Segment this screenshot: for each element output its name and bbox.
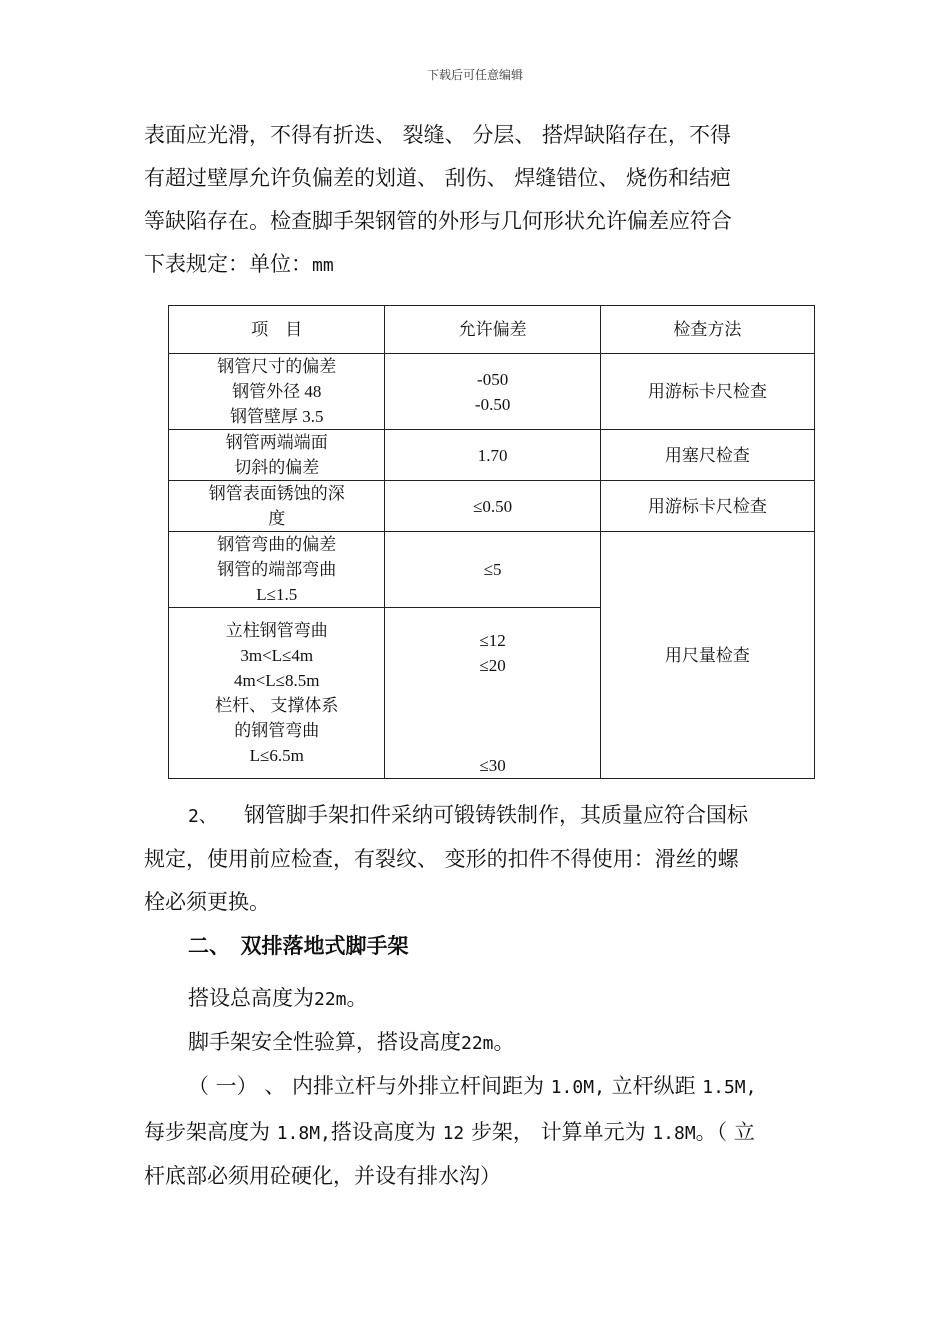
cell-tolerance [385, 354, 600, 430]
cell-text: ≤20 [479, 656, 506, 675]
paragraph-line: 栓必须更换。 [144, 890, 270, 914]
cell-item [169, 532, 385, 608]
paragraph-line: 规定，使用前应检查，有裂纹、 变形的扣件不得使用：滑丝的螺 [144, 847, 739, 871]
cell-item [169, 481, 385, 532]
table-row [169, 532, 815, 608]
cell-text: -0.50 [474, 394, 511, 414]
paragraph-text: 钢管脚手架扣件采纳可锻铸铁制作，其质量应符合国标 [244, 803, 748, 827]
text: 。 [493, 1030, 515, 1054]
cell-method: 用游标卡尺检查 [600, 481, 814, 532]
paragraph-line: 等缺陷存在。检查脚手架钢管的外形与几何形状允许偏差应符合 [144, 209, 732, 233]
cell-text: 钢管外径 48 [232, 382, 322, 401]
table-row [169, 354, 815, 430]
text: 立杆纵距 [611, 1074, 696, 1098]
cell-tolerance: 1.70 [385, 430, 600, 481]
cell-tolerance: ≤0.50 [385, 481, 600, 532]
cell-text: 钢管两端端面 [225, 433, 328, 452]
value: 1.5M, [702, 1077, 757, 1098]
table-row [169, 481, 815, 532]
paragraph-line [144, 243, 809, 287]
cell-text: 度 [268, 509, 286, 528]
table-header-row [169, 306, 815, 354]
cell-text: ≤30 [479, 756, 506, 775]
cell-method: 用塞尺检查 [600, 430, 814, 481]
cell-method: 用尺量检查 [600, 532, 814, 779]
header-item: 项 目 [169, 306, 385, 354]
step-height-line [144, 1116, 755, 1146]
cell-text: 钢管表面锈蚀的深 [208, 484, 345, 503]
page-header-watermark: 下载后可任意编辑 [426, 68, 523, 82]
value: 12 [442, 1123, 465, 1144]
safety-calc-line [188, 1026, 515, 1056]
paragraph-pipe-surface [144, 114, 809, 287]
cell-text: 栏杆、 支撑体系 [215, 696, 339, 715]
cell-text: 钢管的端部弯曲 [217, 560, 337, 579]
header-tolerance: 允许偏差 [385, 306, 600, 354]
spacing-line [188, 1070, 756, 1100]
text: 。（ 立 [695, 1120, 755, 1144]
cell-text: 切斜的偏差 [234, 458, 320, 477]
cell-text: 4m<L≤8.5m [233, 671, 320, 690]
cell-text: L≤1.5 [256, 585, 298, 604]
cell-text: 钢管尺寸的偏差 [217, 357, 337, 376]
text: 搭设高度为 [330, 1120, 436, 1144]
header-method: 检查方法 [600, 306, 814, 354]
value: 22m [461, 1033, 494, 1054]
cell-tolerance: ≤5 [385, 532, 600, 608]
text: 每步架高度为 [144, 1120, 270, 1144]
text: 脚手架安全性验算，搭设高度 [188, 1030, 461, 1054]
cell-tolerance [385, 608, 600, 779]
table-row [169, 430, 815, 481]
cell-item [169, 430, 385, 481]
cell-text: L≤6.5m [249, 746, 304, 765]
cell-item [169, 608, 385, 779]
cell-text: 钢管弯曲的偏差 [217, 535, 337, 554]
text: 搭设总高度为 [188, 986, 314, 1010]
value: 22m [314, 989, 347, 1010]
drainage-line: 杆底部必须用砼硬化，并设有排水沟） [144, 1164, 501, 1188]
cell-text: 立柱钢管弯曲 [225, 621, 328, 640]
section-heading: 二、 双排落地式脚手架 [188, 934, 409, 958]
cell-item [169, 354, 385, 430]
item-number: 2、 [188, 806, 217, 827]
value: 1.0M, [550, 1077, 605, 1098]
paragraph-line: 表面应光滑，不得有折迭、 裂缝、 分层、 搭焊缺陷存在，不得 [144, 123, 732, 147]
value: 1.8M [652, 1123, 696, 1144]
cell-text: -050 [477, 369, 509, 389]
cell-text: ≤12 [479, 631, 506, 650]
text: 步架， 计算单元为 [470, 1120, 646, 1144]
cell-method: 用游标卡尺检查 [600, 354, 814, 430]
tolerance-table [168, 305, 815, 779]
value: 1.8M, [276, 1123, 331, 1144]
paragraph-line: 有超过壁厚允许负偏差的划道、 刮伤、 焊缝错位、 烧伤和结疤 [144, 166, 732, 190]
cell-text: 的钢管弯曲 [234, 721, 320, 740]
unit-value: mm [312, 255, 334, 276]
cell-text: 3m<L≤4m [240, 646, 314, 665]
paragraph-fasteners [144, 794, 809, 924]
paragraph-line [144, 794, 809, 838]
text: （ 一） 、 内排立杆与外排立杆间距为 [188, 1074, 545, 1098]
text: 。 [346, 986, 368, 1010]
total-height-line [188, 982, 368, 1012]
unit-label: 下表规定：单位： [144, 252, 312, 276]
cell-text: 钢管壁厚 3.5 [229, 407, 324, 426]
